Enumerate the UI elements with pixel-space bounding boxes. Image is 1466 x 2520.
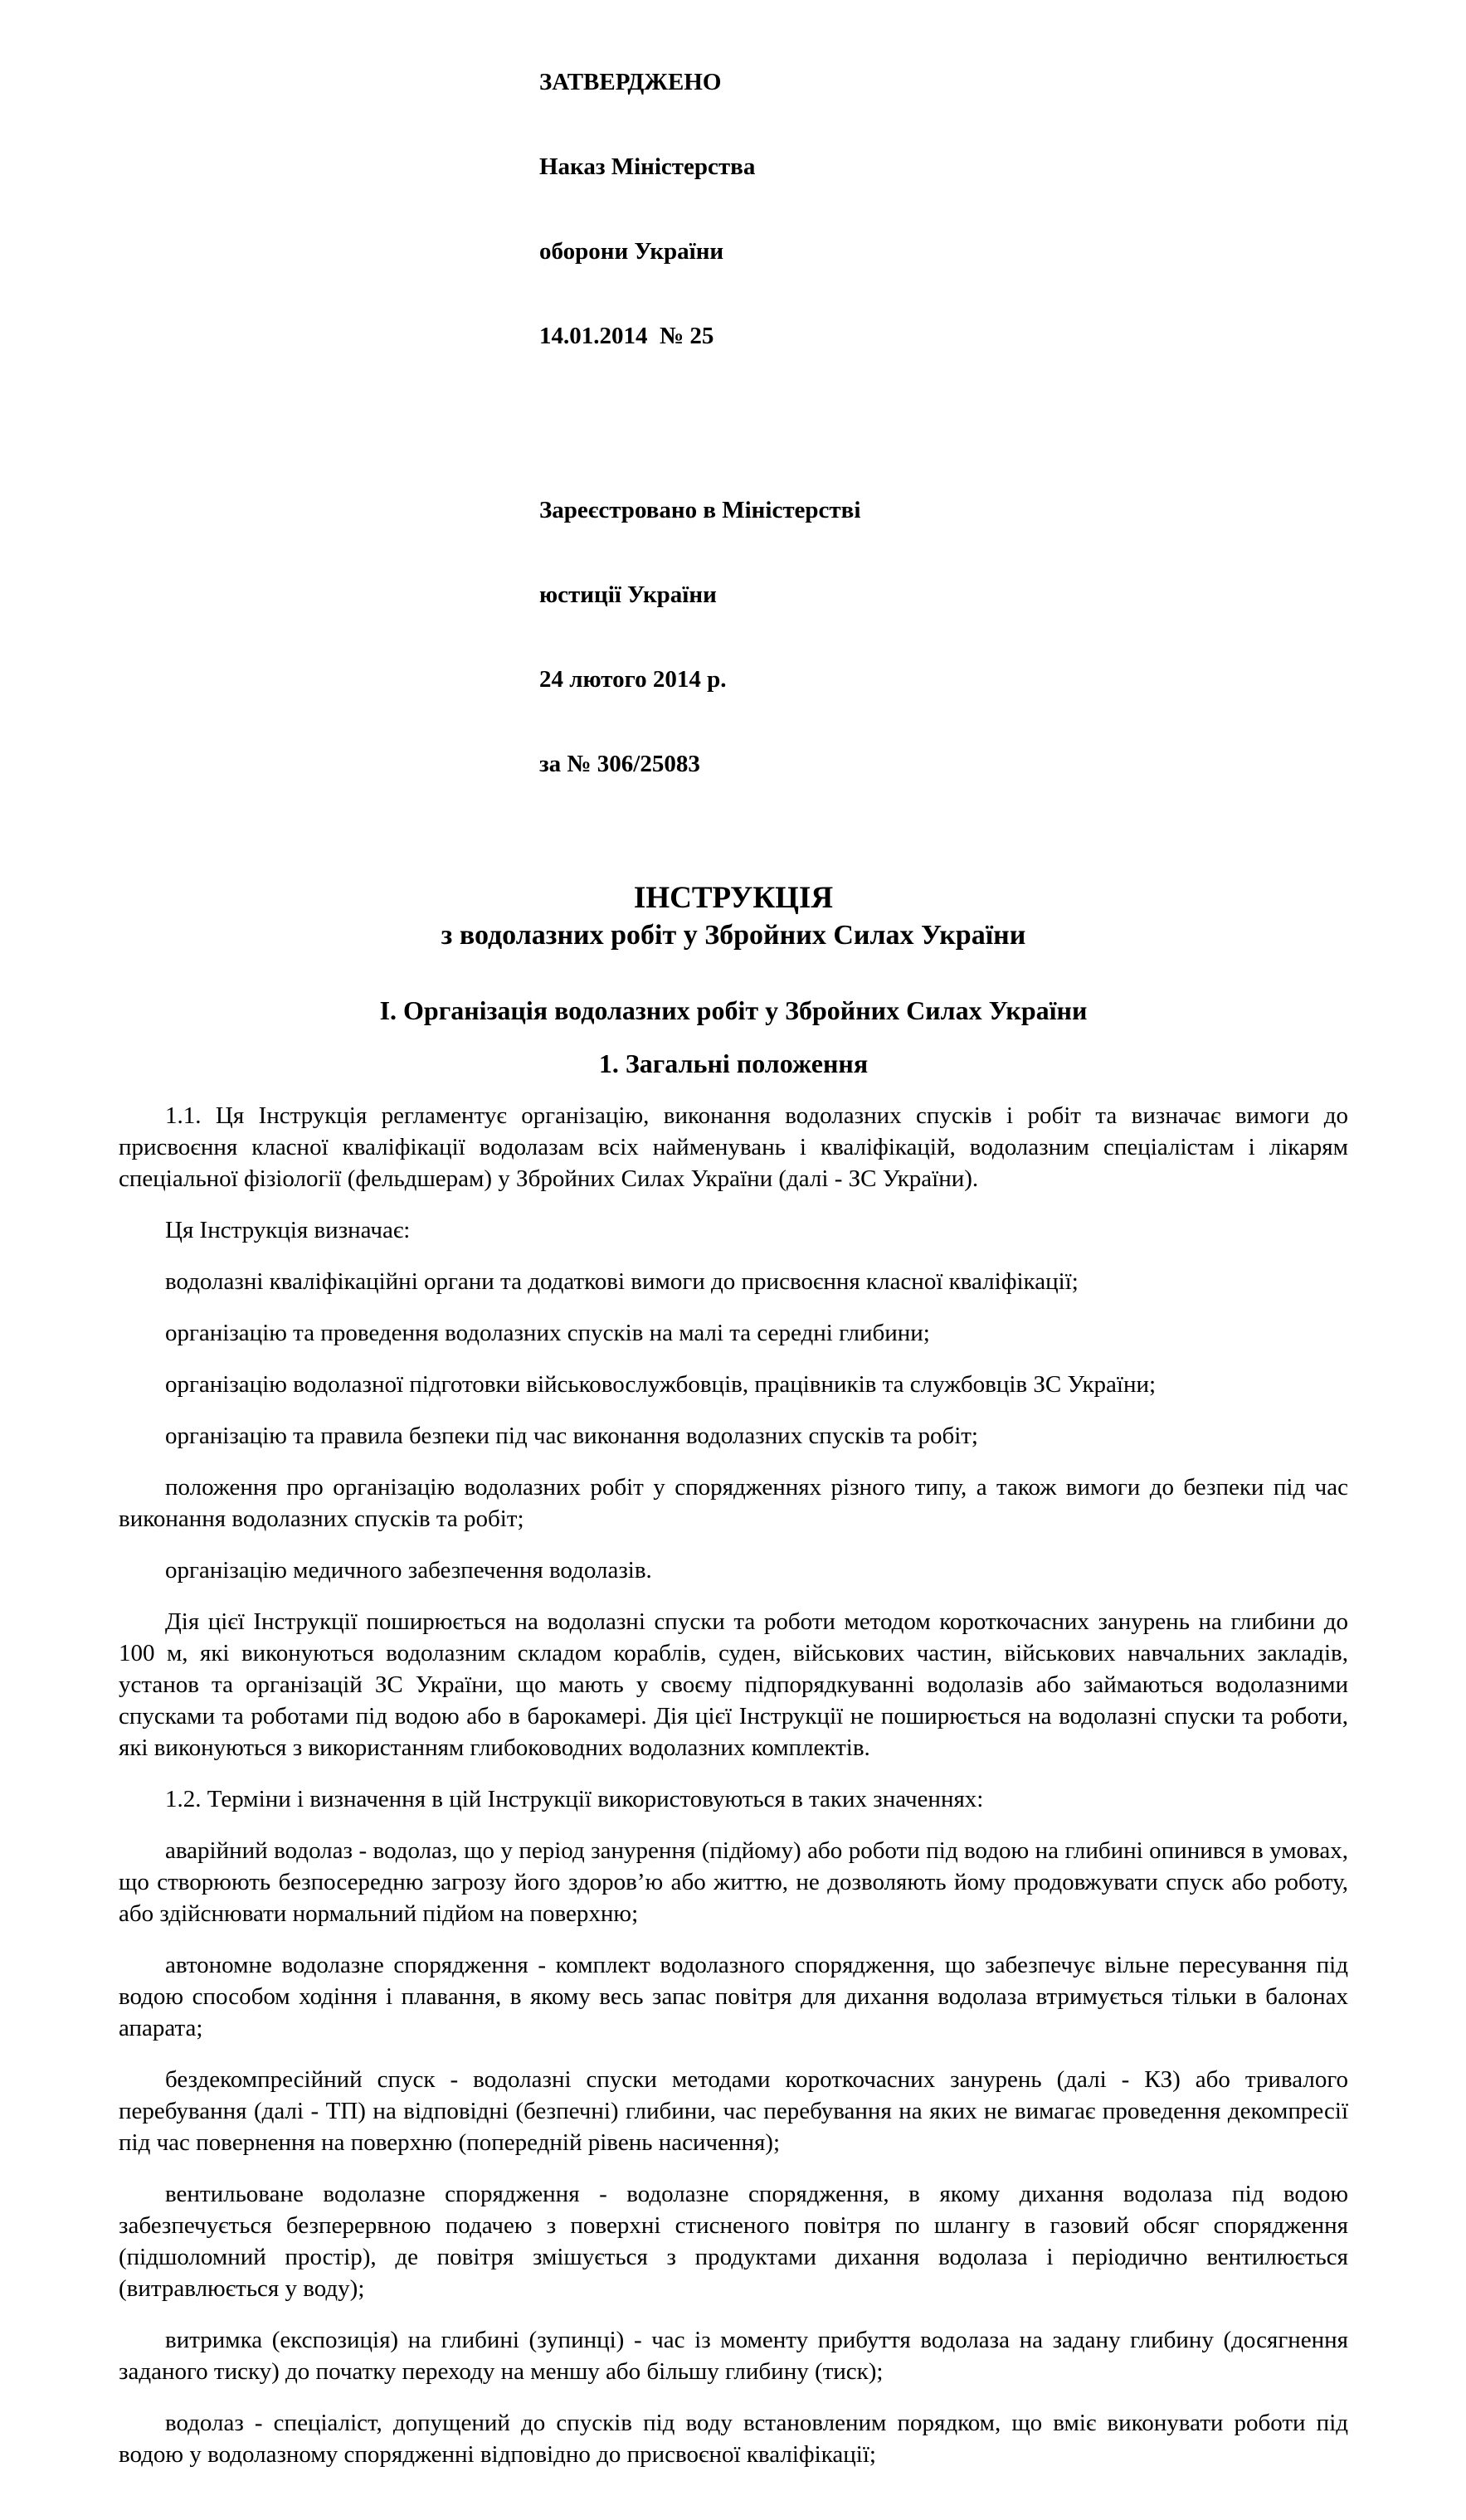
paragraph: 1.1. Ця Інструкція регламентує організацію, виконання водолазних спусків і робіт та визначає вимоги до присвоєння класної кваліфікації водолазам всіх найменувань і кваліфікацій, водолазним спеціалістам і лікарям спеціальної фізіології (фельдшерам) у Збройних Силах України (далі - ЗС України).: [119, 1102, 1348, 1192]
subsection-heading: 1. Загальні положення: [598, 1048, 869, 1078]
paragraph: автономне водолазне спорядження - комплект водолазного спорядження, що забезпечує вільне пересування під водою способом ходіння і плавання, в якому весь запас повітря для дихання водолаза втримується тільки в балонах апарата;: [119, 1952, 1348, 2041]
paragraph: організацію та правила безпеки під час виконання водолазних спусків та робіт;: [165, 1423, 978, 1449]
paragraph: аварійний водолаз - водолаз, що у період занурення (підйому) або роботи під водою на глибині опинився в умовах, що створюють безпосередню загрозу його здоров’ю або життю, не дозволяють йому продовжувати спуск або роботу, або здійснювати нормальний підйом на поверхню;: [119, 1837, 1348, 1927]
registered-ministry-line: юстиції України: [539, 581, 717, 608]
paragraph: Дія цієї Інструкції поширюється на водолазні спуски та роботи методом короткочасних занурень на глибини до 100 м, які виконуються водолазним складом кораблів, суден, військових частин, військових навчальних закладів, установ та організацій ЗС України, що мають у своєму підпорядкуванні водолазів або займаються водолазними спусками та роботами під водою або в барокамері. Дія цієї Інструкції не поширюється на водолазні спуски та роботи, які виконуються з використанням глибоководних водолазних комплектів.: [119, 1608, 1348, 1761]
paragraph: організацію та проведення водолазних спусків на малі та середні глибини;: [165, 1320, 930, 1346]
paragraph: 1.2. Терміни і визначення в цій Інструкції використовуються в таких значеннях:: [165, 1786, 984, 1812]
document-title: [119, 879, 1348, 954]
paragraph: бездекомпресійний спуск - водолазні спуски методами короткочасних занурень (далі - КЗ) або тривалого перебування (далі - ТП) на відповідні (безпечні) глибини, час перебування на яких не вимагає проведення декомпресії під час повернення на поверхню (попередній рівень насичення);: [119, 2066, 1348, 2156]
paragraph: положення про організацію водолазних робіт у спорядженнях різного типу, а також вимоги до безпеки під час виконання водолазних спусків та робіт;: [119, 1474, 1348, 1532]
document-title-main: ІНСТРУКЦІЯ: [633, 881, 834, 915]
registered-label: Зареєстровано в Міністерстві: [539, 497, 861, 523]
paragraph: Ця Інструкція визначає:: [165, 1217, 411, 1243]
paragraph: вентильоване водолазне спорядження - водолазне спорядження, в якому дихання водолаза під водою забезпечується безперервною подачею з поверхні стисненого повітря по шлангу в газовий обсяг спорядження (підшоломний простір), де повітря змішується з продуктами дихання водолаза і періодично вентилюється (витравлюється у воду);: [119, 2181, 1348, 2302]
paragraph: водолазні кваліфікаційні органи та додаткові вимоги до присвоєння класної кваліфікації;: [165, 1268, 1079, 1295]
approved-date-number: 14.01.2014 № 25: [539, 323, 714, 349]
section-heading: І. Організація водолазних робіт у Збройних Силах України: [379, 995, 1088, 1025]
approved-label: ЗАТВЕРДЖЕНО: [539, 69, 722, 95]
registered-block: [539, 440, 1348, 834]
approved-block: [539, 12, 1348, 406]
paragraph: організацію медичного забезпечення водолазів.: [165, 1557, 652, 1584]
paragraph: організацію водолазної підготовки військовослужбовців, працівників та службовців ЗС України;: [165, 1371, 1157, 1398]
document-title-subtitle: з водолазних робіт у Збройних Силах України: [441, 920, 1026, 951]
approved-order-line: Наказ Міністерства: [539, 153, 756, 180]
paragraph: витримка (експозиція) на глибині (зупинці) - час із моменту прибуття водолаза на задану глибину (досягнення заданого тиску) до початку переходу на меншу або більшу глибину (тиск);: [119, 2327, 1348, 2385]
registered-number: за № 306/25083: [539, 751, 700, 777]
registered-date: 24 лютого 2014 р.: [539, 666, 727, 693]
paragraph: водолаз - спеціаліст, допущений до спусків під воду встановленим порядком, що вміє виконувати роботи під водою у водолазному спорядженні відповідно до присвоєної кваліфікації;: [119, 2410, 1348, 2468]
approved-ministry-line: оборони України: [539, 238, 724, 265]
